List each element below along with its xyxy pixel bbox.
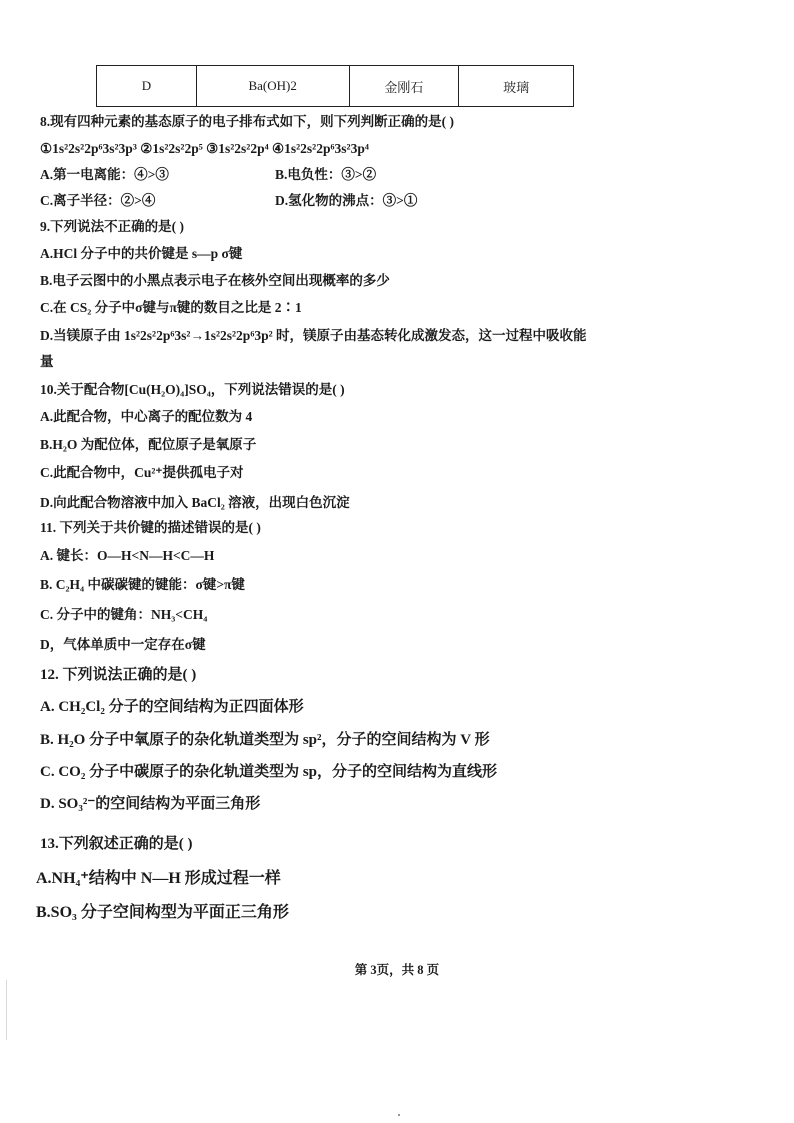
q13-option-b: B.SO₃ 分子空间构型为平面正三角形 [36,904,289,921]
q8-option-b: B.电负性：③>② [275,167,377,182]
q12-stem: 12. 下列说法正确的是( ) [40,667,197,683]
q12-option-a: A. CH₂Cl₂ 分子的空间结构为正四面体形 [40,699,304,715]
q12-option-b: B. H₂O 分子中氧原子的杂化轨道类型为 sp²，分子的空间结构为 V 形 [40,732,490,748]
table-cell-base: Ba(OH)2 [196,66,349,107]
q8-configurations: ①1s²2s²2p⁶3s²3p³ ②1s²2s²2p⁵ ③1s²2s²2p⁴ ④1s²2s²2p⁶3s²3p⁴ [40,141,369,156]
q10-option-a: A.此配合物，中心离子的配位数为 4 [40,409,253,424]
q13-option-a: A.NH₄⁺结构中 N—H 形成过程一样 [36,870,281,887]
q13-stem: 13.下列叙述正确的是( ) [40,836,193,852]
q9-option-d-continued: 量 [40,354,54,369]
q10-option-b: B.H₂O 为配位体，配位原子是氧原子 [40,437,257,452]
q11-option-b: B. C₂H₄ 中碳碳键的键能：σ键>π键 [40,577,245,592]
q8-option-d: D.氢化物的沸点：③>① [275,193,418,208]
scan-edge-mark [6,980,7,1040]
q10-option-d: D.向此配合物溶液中加入 BaCl₂ 溶液，出现白色沉淀 [40,495,350,510]
q9-option-a: A.HCl 分子中的共价键是 s—p σ键 [40,246,243,261]
q10-option-c: C.此配合物中，Cu²⁺提供孤电子对 [40,465,244,480]
q10-stem: 10.关于配合物[Cu(H₂O)₄]SO₄，下列说法错误的是( ) [40,382,345,397]
q12-option-c: C. CO₂ 分子中碳原子的杂化轨道类型为 sp，分子的空间结构为直线形 [40,764,498,780]
q11-option-a: A. 键长：O—H<N—H<C—H [40,548,215,563]
page-footer: 第 3页，共 8 页 [354,963,440,977]
q9-option-c: C.在 CS₂ 分子中σ键与π键的数目之比是 2∶1 [40,300,302,315]
table-row [97,66,574,107]
q11-option-c: C. 分子中的键角：NH₃<CH₄ [40,607,208,622]
q11-option-d: D，气体单质中一定存在σ键 [40,637,206,652]
table-cell-covalent-crystal: 金刚石 [349,66,459,107]
q8-option-c: C.离子半径：②>④ [40,193,156,208]
q9-option-b: B.电子云图中的小黑点表示电子在核外空间出现概率的多少 [40,273,390,288]
table-cell-letter: D [97,66,197,107]
q8-option-a: A.第一电离能：④>③ [40,167,169,182]
answer-options-table [96,65,574,107]
q11-stem: 11. 下列关于共价键的描述错误的是( ) [40,520,261,535]
table-cell-amorphous: 玻璃 [459,66,574,107]
q8-stem: 8.现有四种元素的基态原子的电子排布式如下，则下列判断正确的是( ) [40,114,454,129]
q12-option-d: D. SO₃²⁻的空间结构为平面三角形 [40,796,261,812]
q9-stem: 9.下列说法不正确的是( ) [40,219,184,234]
scan-speck [398,1114,400,1116]
q9-option-d: D.当镁原子由 1s²2s²2p⁶3s²→1s²2s²2p⁶3p² 时，镁原子由基态转化成激发态，这一过程中吸收能 [40,328,587,343]
